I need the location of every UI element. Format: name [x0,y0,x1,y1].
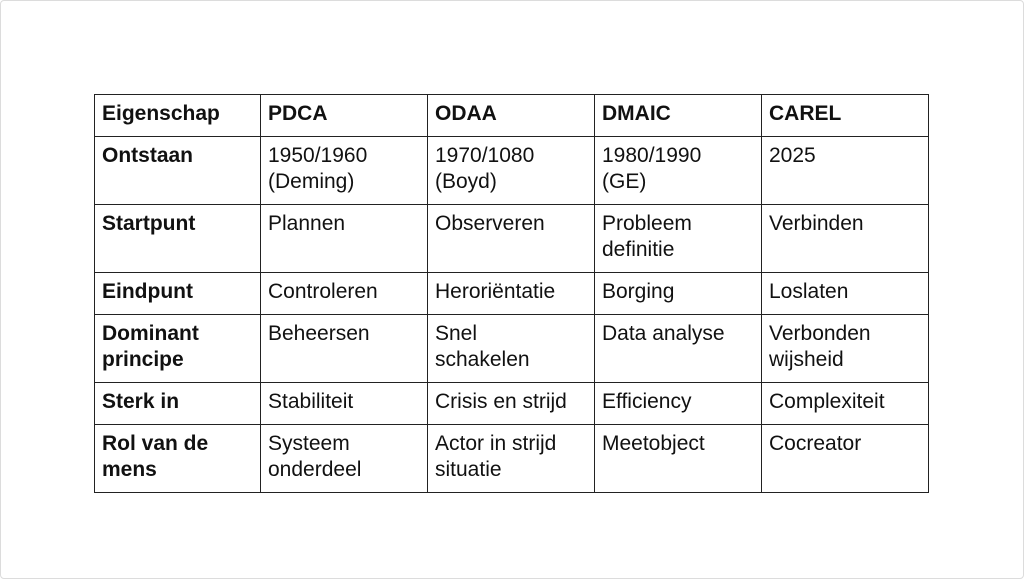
cell-value: Heroriëntatie [435,280,556,303]
cell-value: Snel schakelen [435,322,530,371]
table-cell [595,383,762,425]
table-cell [762,383,929,425]
row-label: Eindpunt [102,280,193,303]
row-label-cell [95,273,261,315]
table-cell [428,425,595,493]
cell-value: 2025 [769,144,816,167]
table-cell [595,315,762,383]
cell-value: Data analyse [602,322,725,345]
table-row [95,205,929,273]
cell-value: Efficiency [602,390,692,413]
cell-value: Verbinden [769,212,864,235]
table-cell [762,425,929,493]
row-label-cell [95,137,261,205]
table-cell [261,315,428,383]
header-cell-carel [762,95,929,137]
header-label: Eigenschap [102,102,220,125]
cell-value: Observeren [435,212,545,235]
header-label: CAREL [769,102,842,125]
row-label-cell [95,425,261,493]
table-cell [595,205,762,273]
row-label-cell [95,315,261,383]
table-cell [595,273,762,315]
table-cell [261,425,428,493]
table-cell [261,383,428,425]
table-cell [428,383,595,425]
cell-value: Crisis en strijd [435,390,567,413]
cell-value: Cocreator [769,432,862,455]
cell-value: Controleren [268,280,378,303]
row-label: Dominant principe [102,322,199,371]
table-row [95,273,929,315]
table-cell [428,205,595,273]
header-label: ODAA [435,102,497,125]
row-label: Sterk in [102,390,180,413]
table-cell [762,273,929,315]
cell-value: 1970/1080 (Boyd) [435,144,535,193]
cell-value: Plannen [268,212,346,235]
header-cell-odaa [428,95,595,137]
row-label-cell [95,205,261,273]
table-cell [595,137,762,205]
table-cell [762,205,929,273]
table-cell [428,315,595,383]
table-row [95,383,929,425]
row-label-cell [95,383,261,425]
row-label: Ontstaan [102,144,194,167]
table-row [95,315,929,383]
cell-value: Complexiteit [769,390,885,413]
cell-value: Probleem definitie [602,212,692,261]
row-label: Startpunt [102,212,196,235]
table-cell [428,137,595,205]
cell-value: Stabiliteit [268,390,354,413]
cell-value: Beheersen [268,322,370,345]
cell-value: Actor in strijd situatie [435,432,557,481]
cell-value: Verbonden wijsheid [769,322,871,371]
table-header-row [95,95,929,137]
row-label: Rol van de mens [102,432,209,481]
comparison-table [94,94,929,493]
table-cell [261,273,428,315]
table-cell [261,137,428,205]
table-cell [762,315,929,383]
header-cell-pdca [261,95,428,137]
table-cell [428,273,595,315]
table-cell [261,205,428,273]
header-label: DMAIC [602,102,671,125]
table-cell [762,137,929,205]
cell-value: Borging [602,280,675,303]
table-cell [595,425,762,493]
table-row [95,137,929,205]
cell-value: Meetobject [602,432,705,455]
header-cell-dmaic [595,95,762,137]
table-row [95,425,929,493]
cell-value: Loslaten [769,280,849,303]
cell-value: 1950/1960 (Deming) [268,144,368,193]
header-cell-eigenschap [95,95,261,137]
cell-value: 1980/1990 (GE) [602,144,702,193]
header-label: PDCA [268,102,328,125]
cell-value: Systeem onderdeel [268,432,362,481]
